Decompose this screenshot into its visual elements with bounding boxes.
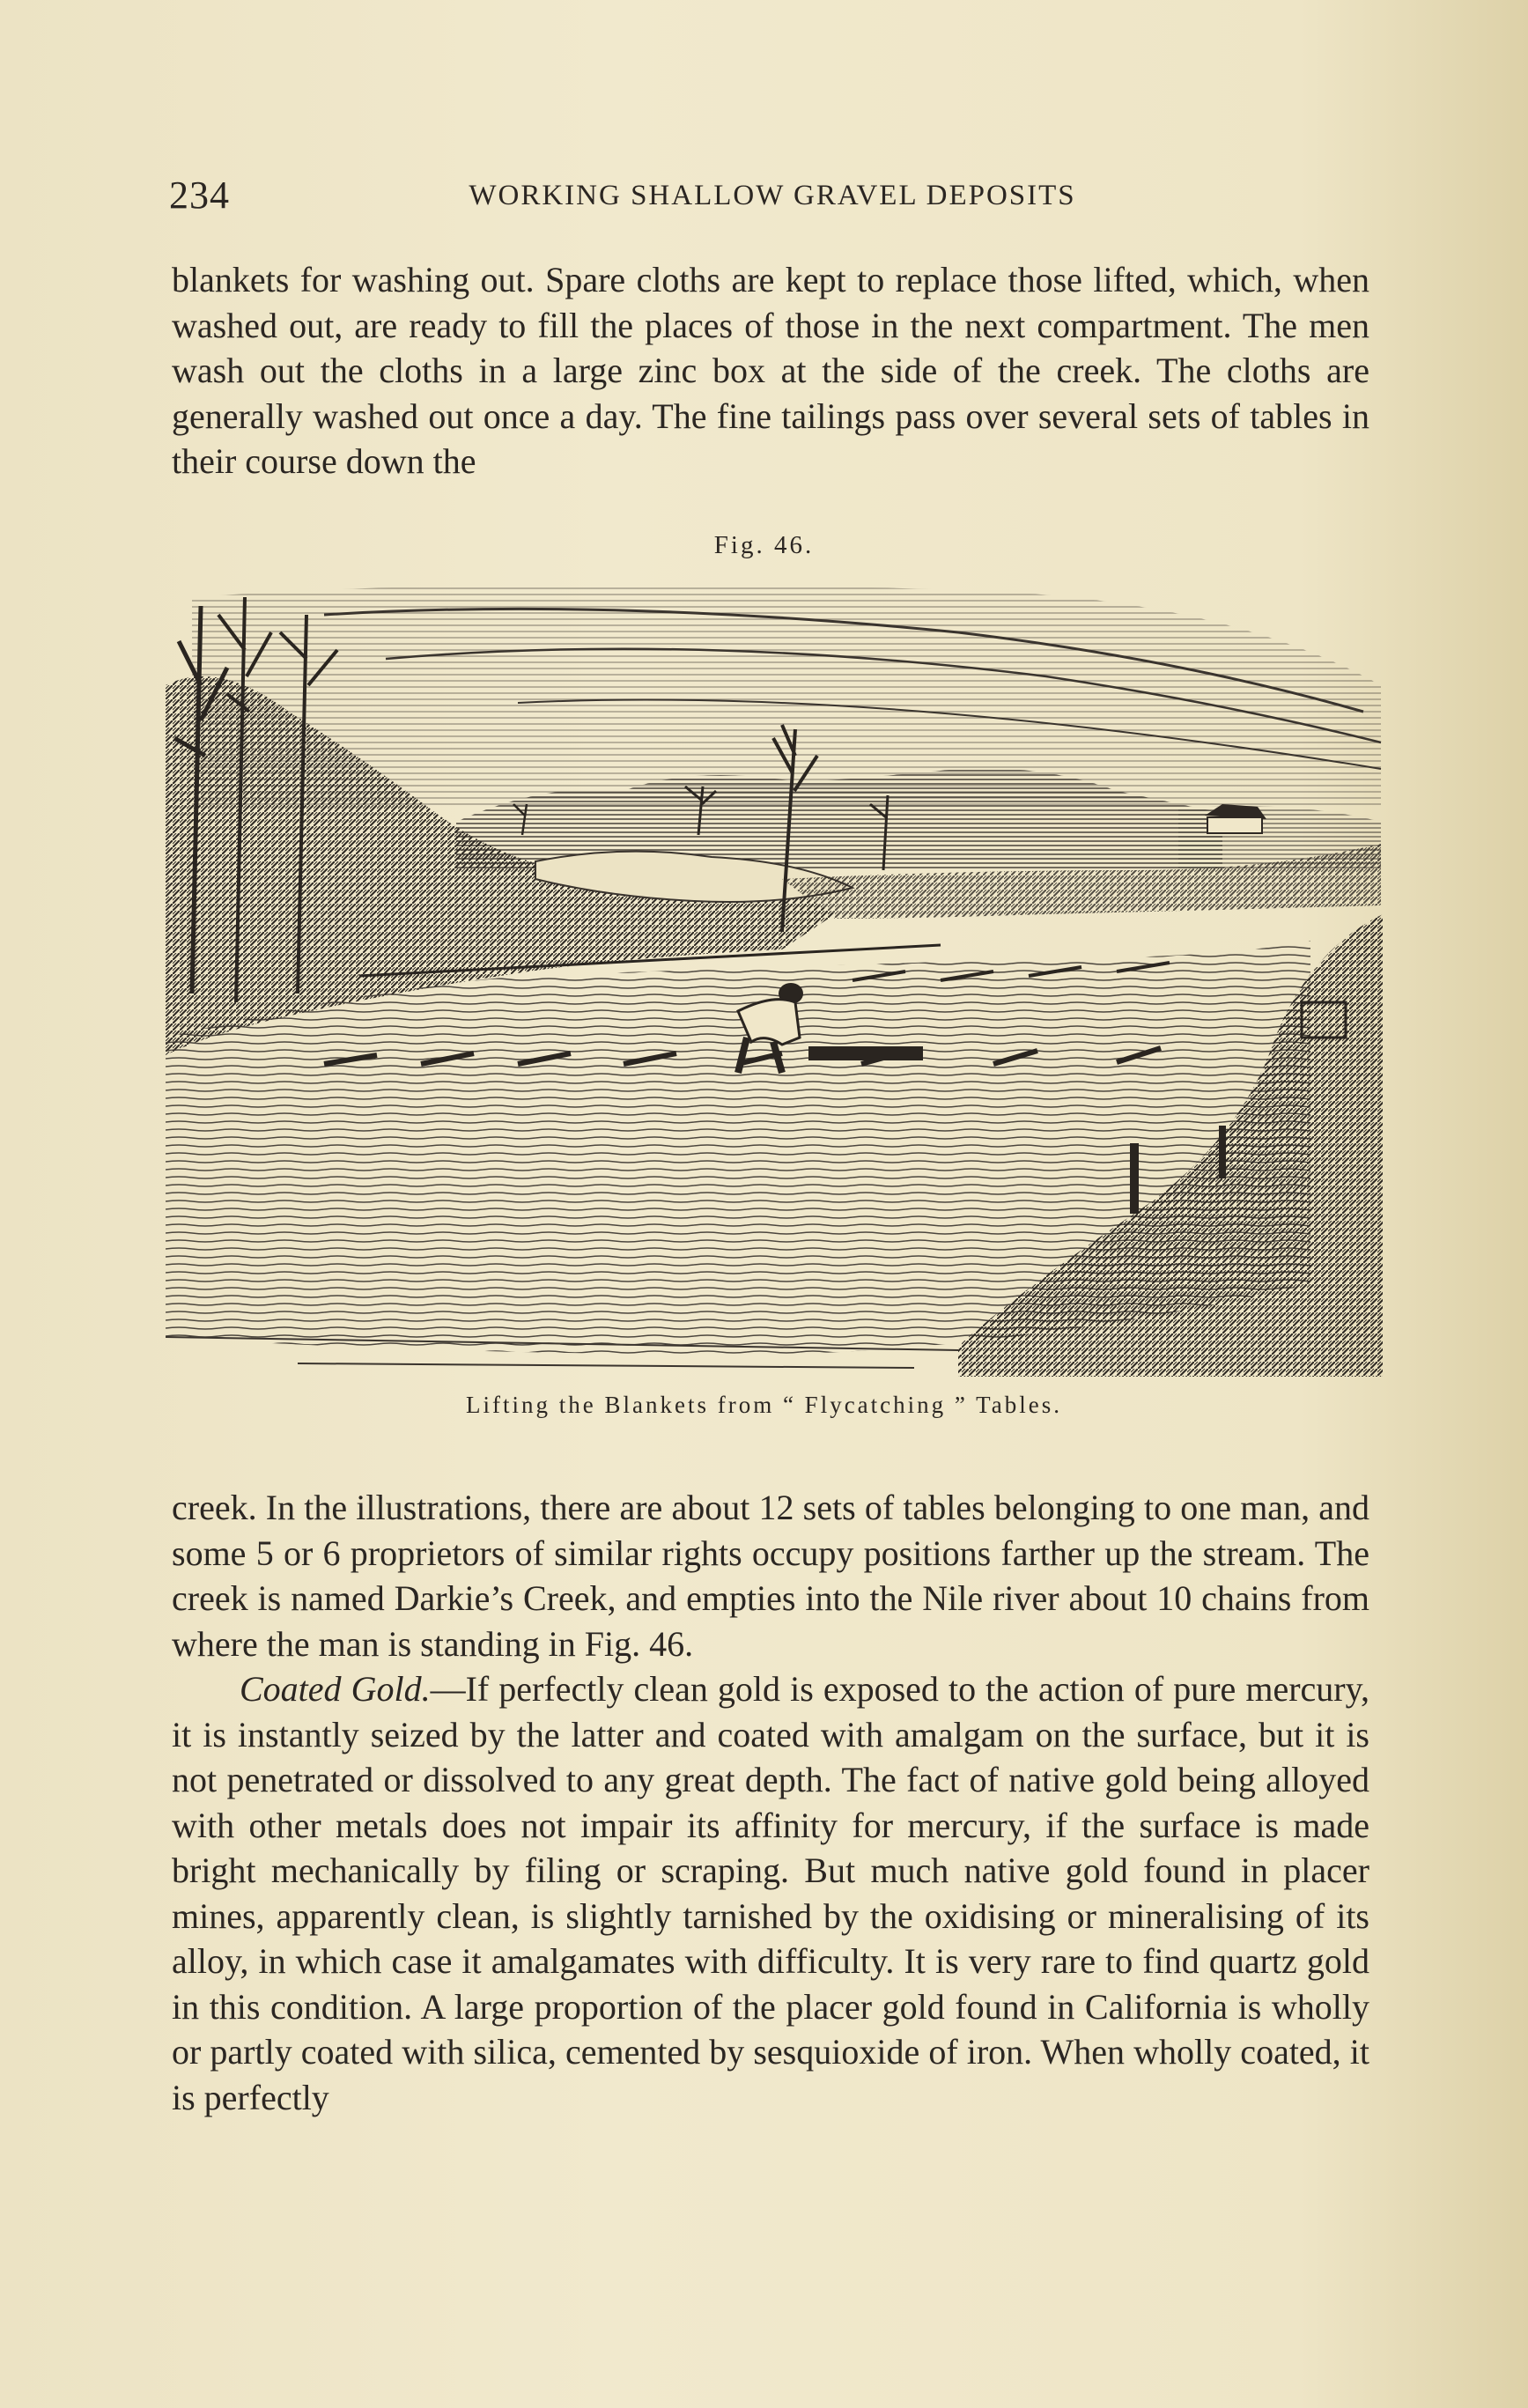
running-head: WORKING SHALLOW GRAVEL DEPOSITS xyxy=(469,180,1076,211)
paragraph-coated-gold xyxy=(172,1666,1369,2120)
body-text-bottom xyxy=(172,1485,1369,2120)
page-header xyxy=(169,173,1376,225)
figure-caption: Lifting the Blankets from “ Flycatching ” Tables. xyxy=(466,1392,1062,1418)
body-text-top xyxy=(172,257,1369,484)
figure-label: Fig. 46. xyxy=(713,531,815,559)
paragraph-continued: creek. In the illustrations, there are about 12 sets of tables belonging to one man, and some 5 or 6 proprietors of similar rights occupy positions farther up the stream. The creek is named Darkie’s Creek, and empties into the Nile river about 10 chains from where the man is standing in Fig. 46. xyxy=(172,1488,1369,1664)
section-heading-coated-gold: Coated Gold. xyxy=(240,1669,431,1709)
paragraph-top: blankets for washing out. Spare cloths are kept to replace those lifted, which, when washed out, are ready to fill the places of those in the next compartment. The men wash out the cloths in a large zinc box at the side of the creek. The cloths are generally washed out once a day. The fine tailings pass over several sets of tables in their course down the xyxy=(172,260,1369,481)
paragraph-coated-gold-body: —If perfectly clean gold is exposed to the action of pure mercury, it is instantly seized by the latter and coated with amalgam on the surface, but it is not penetrated or dissolved to any great depth. The fact of native gold being alloyed with other metals does not impair its affinity for mercury, if the surface is made bright mechanically by filing or scraping. But much native gold found in placer mines, apparently clean, is slightly tarnished by the oxidising or mineralising of its alloy, in which case it amalgamates with difficulty. It is very rare to find quartz gold in this condition. A large proportion of the placer gold found in California is wholly or partly coated with silica, cemented by sesquioxide of iron. When wholly coated, it is perfectly xyxy=(172,1669,1369,2117)
engraving-illustration xyxy=(166,580,1383,1377)
page-number: 234 xyxy=(169,174,230,217)
